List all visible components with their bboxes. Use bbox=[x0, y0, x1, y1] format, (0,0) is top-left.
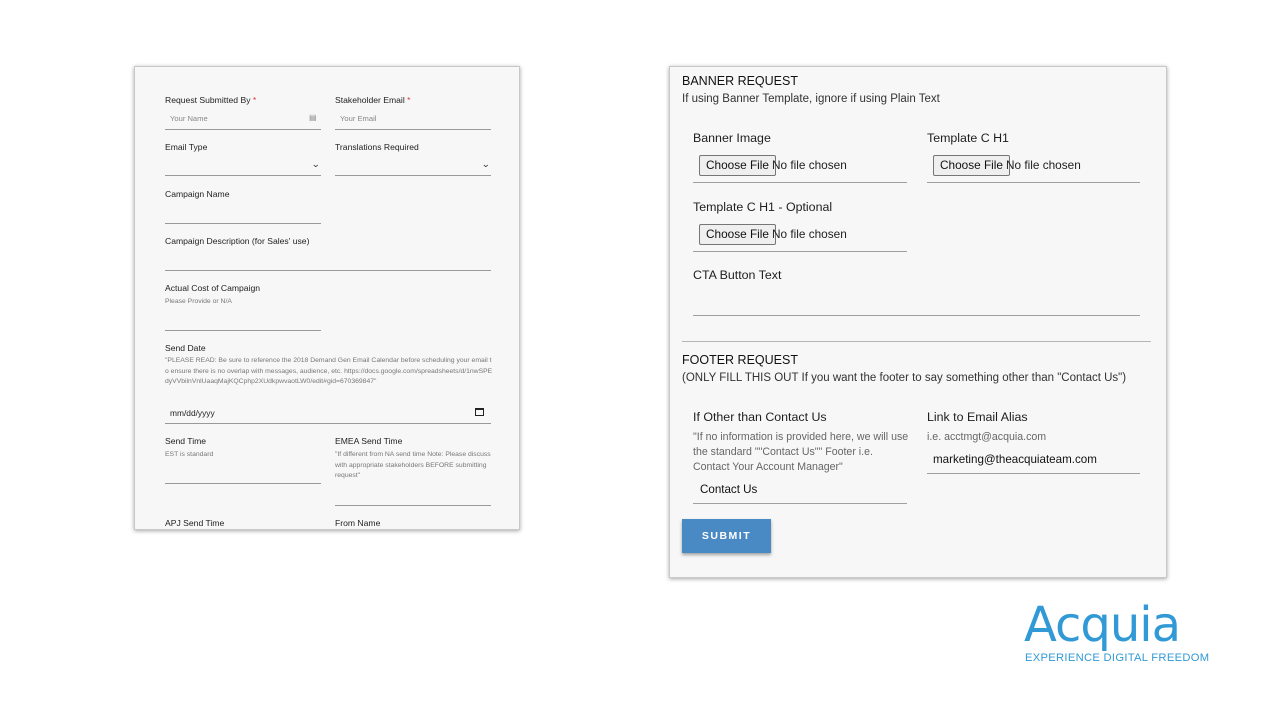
stakeholder-email-placeholder: Your Email bbox=[340, 114, 377, 123]
contact-card-icon: ▤ bbox=[309, 113, 317, 122]
email-type-label: Email Type bbox=[165, 142, 208, 152]
send-time-label: Send Time bbox=[165, 436, 207, 446]
chevron-down-icon: ⌄ bbox=[311, 159, 321, 169]
template-c-h1-optional-underline bbox=[693, 251, 907, 252]
cta-button-text-underline bbox=[693, 315, 1140, 316]
send-date-help: "PLEASE READ: Be sure to reference the 2018 Demand Gen Email Calendar before scheduling your email to ensure there is no overlap with messages, audience, etc. https://docs.google.com/spreadsheets/d/1nwSPEdyVVbilnVnlUaaqMajKQCphp2XUdkpwvaotLW0/edit#gid=670369847" bbox=[165, 357, 493, 385]
campaign-name-underline bbox=[165, 223, 321, 224]
other-than-contact-help: "If no information is provided here, we will use the standard ""Contact Us"" Footer i.e. Contact Your Account Manager" bbox=[693, 431, 909, 473]
campaign-name-label: Campaign Name bbox=[165, 189, 230, 199]
request-submitted-by-label bbox=[165, 95, 256, 105]
from-name-label: From Name bbox=[335, 518, 381, 528]
cta-button-text-input[interactable] bbox=[693, 289, 1140, 315]
actual-cost-input[interactable] bbox=[165, 310, 321, 330]
send-time-underline bbox=[165, 483, 321, 484]
link-email-alias-label: Link to Email Alias bbox=[927, 410, 1028, 424]
actual-cost-label: Actual Cost of Campaign bbox=[165, 283, 261, 293]
banner-image-underline bbox=[693, 182, 907, 183]
request-submitted-by-input[interactable] bbox=[165, 109, 321, 130]
send-time-help: EST is standard bbox=[165, 451, 214, 458]
banner-request-heading: BANNER REQUEST bbox=[682, 74, 798, 88]
template-c-h1-optional-file-status: No file chosen bbox=[772, 227, 847, 241]
other-than-contact-value: Contact Us bbox=[700, 483, 758, 496]
request-submitted-by-placeholder: Your Name bbox=[170, 114, 208, 123]
other-than-contact-underline bbox=[693, 503, 907, 504]
banner-request-subheading: If using Banner Template, ignore if using Plain Text bbox=[682, 93, 940, 105]
section-divider bbox=[682, 341, 1151, 342]
footer-request-heading: FOOTER REQUEST bbox=[682, 353, 798, 367]
email-type-select[interactable] bbox=[165, 155, 321, 176]
template-c-h1-optional-label: Template C H1 - Optional bbox=[693, 200, 833, 214]
other-than-contact-input[interactable] bbox=[693, 479, 907, 503]
actual-cost-underline bbox=[165, 330, 321, 331]
calendar-icon[interactable] bbox=[475, 408, 484, 416]
send-date-input[interactable] bbox=[165, 404, 491, 424]
submit-button[interactable]: SUBMIT bbox=[682, 519, 771, 553]
emea-send-time-underline bbox=[335, 505, 491, 506]
request-submitted-by-underline bbox=[165, 129, 321, 130]
actual-cost-help: Please Provide or N/A bbox=[165, 298, 232, 305]
stakeholder-email-underline bbox=[335, 129, 491, 130]
template-c-h1-optional-choose-file-button[interactable]: Choose File bbox=[699, 224, 776, 245]
other-than-contact-label: If Other than Contact Us bbox=[693, 410, 827, 424]
logo-tagline: EXPERIENCE DIGITAL FREEDOM bbox=[1025, 652, 1210, 664]
template-c-h1-label: Template C H1 bbox=[927, 131, 1009, 145]
stakeholder-email-label bbox=[335, 95, 411, 105]
campaign-description-underline bbox=[165, 270, 491, 271]
chevron-down-icon: ⌄ bbox=[481, 159, 491, 169]
stakeholder-email-input[interactable] bbox=[335, 109, 491, 130]
link-email-alias-help: i.e. acctmgt@acquia.com bbox=[927, 431, 1047, 443]
apj-send-time-label: APJ Send Time bbox=[165, 518, 225, 528]
request-form-panel bbox=[134, 66, 520, 530]
translations-required-select[interactable] bbox=[335, 155, 491, 176]
send-time-input[interactable] bbox=[165, 463, 321, 483]
template-c-h1-underline bbox=[927, 182, 1140, 183]
banner-image-label: Banner Image bbox=[693, 131, 771, 145]
translations-required-label: Translations Required bbox=[335, 142, 419, 152]
required-mark: * bbox=[407, 95, 411, 105]
campaign-name-input[interactable] bbox=[165, 203, 321, 223]
email-type-underline bbox=[165, 175, 321, 176]
footer-request-subheading: (ONLY FILL THIS OUT If you want the footer to say something other than "Contact Us") bbox=[682, 372, 1127, 384]
translations-required-underline bbox=[335, 175, 491, 176]
template-c-h1-file-status: No file chosen bbox=[1006, 158, 1081, 172]
emea-send-time-help: "If different from NA send time Note: Please discuss with appropriate stakeholders BEFORE submitting request" bbox=[335, 451, 491, 479]
template-c-h1-choose-file-button[interactable]: Choose File bbox=[933, 155, 1010, 176]
cta-button-text-label: CTA Button Text bbox=[693, 268, 782, 282]
link-email-alias-value: marketing@theacquiateam.com bbox=[933, 453, 1097, 466]
banner-image-file-status: No file chosen bbox=[772, 158, 847, 172]
banner-image-choose-file-button[interactable]: Choose File bbox=[699, 155, 776, 176]
emea-send-time-label: EMEA Send Time bbox=[335, 436, 403, 446]
logo-wordmark: Acquia bbox=[1024, 597, 1181, 653]
send-date-label: Send Date bbox=[165, 343, 206, 353]
campaign-description-input[interactable] bbox=[165, 250, 491, 270]
send-date-underline bbox=[165, 423, 491, 424]
request-submitted-by-label-text: Request Submitted By bbox=[165, 95, 251, 105]
emea-send-time-input[interactable] bbox=[335, 485, 491, 505]
banner-footer-panel bbox=[669, 66, 1167, 578]
link-email-alias-underline bbox=[927, 473, 1140, 474]
campaign-description-label: Campaign Description (for Sales' use) bbox=[165, 236, 310, 246]
send-date-value: mm/dd/yyyy bbox=[170, 408, 215, 418]
link-email-alias-input[interactable] bbox=[927, 449, 1140, 473]
required-mark: * bbox=[252, 95, 257, 105]
stakeholder-email-label-text: Stakeholder Email bbox=[335, 95, 405, 105]
acquia-logo bbox=[1024, 597, 1214, 670]
